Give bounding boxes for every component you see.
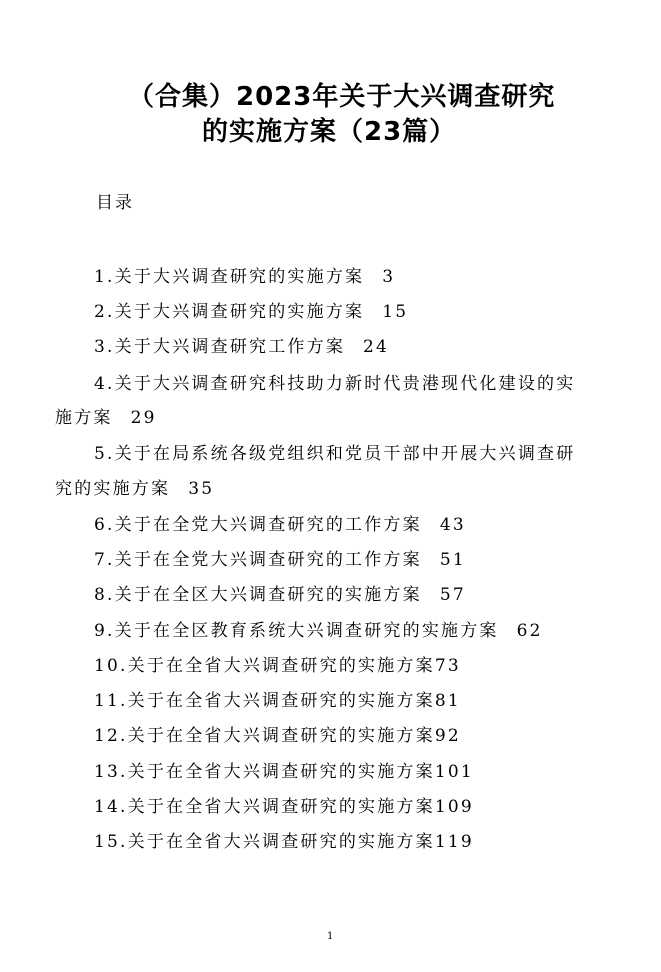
toc-entry-page: 101 (434, 762, 474, 782)
toc-entry-text: 1.关于大兴调查研究的实施方案 (94, 267, 365, 287)
toc-entry-text: 7.关于在全党大兴调查研究的工作方案 (94, 550, 422, 570)
toc-entry-9[interactable] (94, 616, 543, 641)
toc-entry-11[interactable] (94, 686, 461, 711)
toc-entry-page: 109 (434, 797, 474, 817)
toc-entry-text: 10.关于在全省大兴调查研究的实施方案 (94, 656, 435, 676)
toc-entry-text: 3.关于大兴调查研究工作方案 (94, 337, 346, 357)
document-title-line-1: （合集）2023年关于大兴调查研究 (128, 82, 556, 112)
toc-entry-page: 92 (434, 726, 461, 746)
toc-entry-page: 81 (434, 691, 461, 711)
toc-entry-14[interactable] (94, 792, 474, 817)
toc-entry-15[interactable] (94, 827, 474, 852)
toc-entry-text: 究的实施方案 (55, 479, 171, 499)
toc-entry-page: 119 (434, 832, 474, 852)
toc-entry-4-line-1[interactable] (94, 369, 575, 394)
toc-entry-text: 6.关于在全党大兴调查研究的工作方案 (94, 515, 422, 535)
toc-entry-page: 3 (382, 267, 396, 287)
toc-entry-page: 73 (434, 656, 461, 676)
toc-entry-text: 9.关于在全区教育系统大兴调查研究的实施方案 (94, 621, 499, 641)
toc-entry-text: 14.关于在全省大兴调查研究的实施方案 (94, 797, 435, 817)
toc-entry-10[interactable] (94, 651, 461, 676)
toc-entry-text: 4.关于大兴调查研究科技助力新时代贵港现代化建设的实 (94, 374, 576, 394)
toc-entry-5-line-2[interactable] (55, 474, 214, 499)
toc-entry-page: 24 (363, 337, 390, 357)
toc-entry-text: 2.关于大兴调查研究的实施方案 (94, 302, 365, 322)
toc-entry-page: 51 (439, 550, 466, 570)
toc-entry-text: 13.关于在全省大兴调查研究的实施方案 (94, 762, 435, 782)
toc-entry-1[interactable] (94, 262, 395, 287)
toc-entry-6[interactable] (94, 510, 466, 535)
toc-entry-5-line-1[interactable] (94, 439, 575, 464)
toc-entry-text: 15.关于在全省大兴调查研究的实施方案 (94, 832, 435, 852)
toc-entry-4-line-2[interactable] (55, 403, 157, 428)
toc-entry-page: 35 (188, 479, 215, 499)
toc-entry-page: 43 (439, 515, 466, 535)
toc-entry-12[interactable] (94, 721, 461, 746)
toc-entry-2[interactable] (94, 297, 408, 322)
toc-entry-7[interactable] (94, 545, 466, 570)
toc-entry-text: 12.关于在全省大兴调查研究的实施方案 (94, 726, 435, 746)
toc-entry-page: 15 (382, 302, 409, 322)
toc-entry-8[interactable] (94, 580, 466, 605)
toc-entry-text: 8.关于在全区大兴调查研究的实施方案 (94, 585, 422, 605)
toc-entry-text: 5.关于在局系统各级党组织和党员干部中开展大兴调查研 (94, 444, 576, 464)
page-number: 1 (327, 931, 334, 942)
toc-entry-page: 62 (516, 621, 543, 641)
toc-entry-13[interactable] (94, 757, 474, 782)
toc-entry-3[interactable] (94, 332, 389, 357)
toc-entry-page: 57 (439, 585, 466, 605)
toc-entry-text: 11.关于在全省大兴调查研究的实施方案 (94, 691, 435, 711)
toc-entry-text: 施方案 (55, 408, 113, 428)
toc-entry-page: 29 (130, 408, 157, 428)
toc-heading: 目录 (96, 193, 134, 213)
document-title-line-2: 的实施方案（23篇） (202, 117, 457, 147)
